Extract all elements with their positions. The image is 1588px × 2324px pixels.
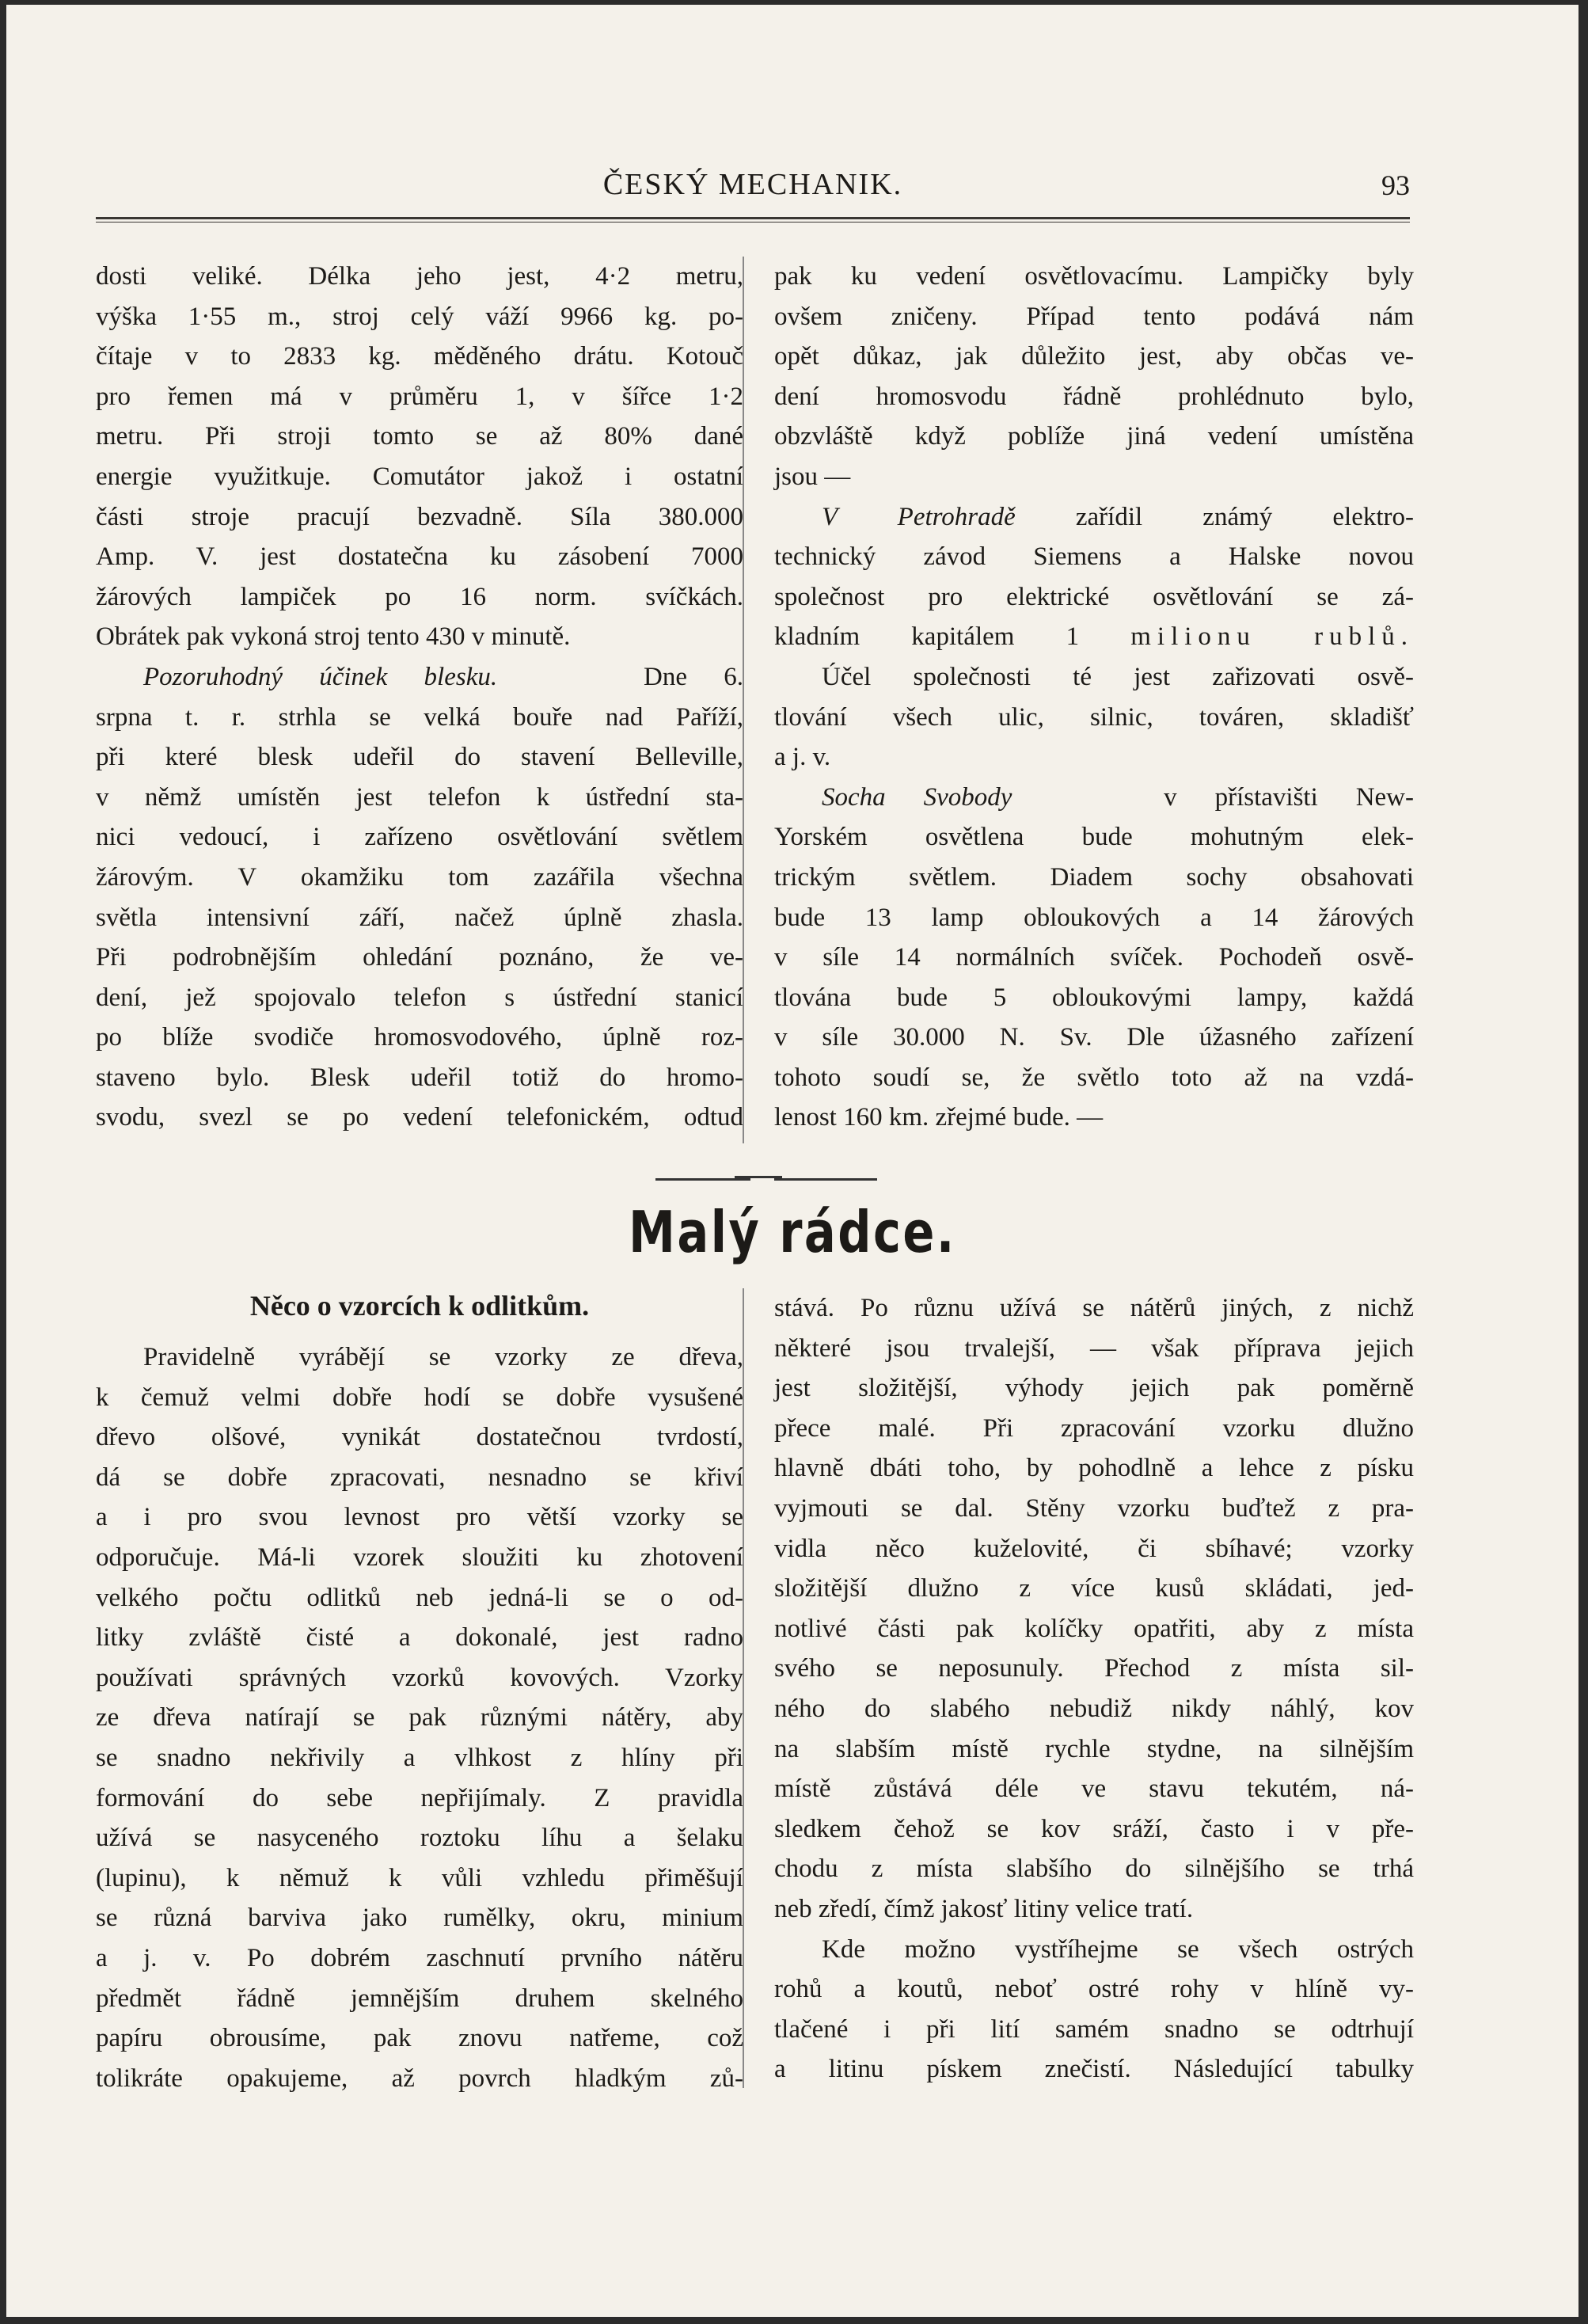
- text-line: svodu, svezl se po vedení telefonickém, odtud: [96, 1103, 743, 1132]
- text-line: formování do sebe nepřijímaly. Z pravidla: [96, 1783, 743, 1812]
- text-line: Pravidelně vyrábějí se vzorky ze dřeva,: [143, 1343, 743, 1371]
- text-line: pak ku vedení osvětlovacímu. Lampičky byly: [774, 262, 1414, 291]
- text-line: Amp. V. jest dostatečna ku zásobení 7000: [96, 542, 743, 572]
- text-fragment: v přístavišti New-: [1164, 782, 1414, 812]
- text-line: na slabším místě rychle stydne, na silnějším: [774, 1734, 1414, 1763]
- paragraph-start-line: [774, 497, 1414, 538]
- text-line: se různá barviva jako rumělky, okru, minium: [96, 1904, 743, 1933]
- text-line: srpna t. r. strhla se velká bouře nad Paříží,: [96, 702, 743, 732]
- text-line: sledkem čehož se kov sráží, často i v pře-: [774, 1814, 1414, 1843]
- text-line: Kde možno vystříhejme se všech ostrých: [822, 1934, 1414, 1964]
- text-line: metru. Při stroji tomto se až 80% dané: [96, 422, 743, 451]
- text-line: trickým světlem. Diadem sochy obsahovati: [774, 862, 1414, 892]
- text-line: rohů a koutů, neboť ostré rohy v hlíně vy-: [774, 1975, 1414, 2004]
- page-sheet: [6, 5, 1579, 2317]
- text-line: a j. v. Po dobrém zaschnutí prvního nátěru: [96, 1943, 743, 1972]
- text-line: výška 1·55 m., stroj celý váží 9966 kg. po-: [96, 302, 743, 331]
- column-divider: [743, 257, 744, 1143]
- place-name: V Petrohradě: [822, 502, 1016, 531]
- text-line: světla intensivní září, načež úplně zhasla.: [96, 903, 743, 932]
- text-line: Účel společnosti té jest zařizovati osvě-: [822, 662, 1414, 691]
- text-line: notlivé části pak kolíčky opatřiti, aby z místa: [774, 1614, 1414, 1643]
- text-line: žárovým. V okamžiku tom zazářila všechna: [96, 862, 743, 892]
- text-line: se snadno nekřivily a vlhkost z hlíny při: [96, 1743, 743, 1772]
- page-number: 93: [1381, 169, 1410, 201]
- column-bottom-right: [774, 1288, 1414, 2090]
- text-line: Obrátek pak vykoná stroj tento 430 v minutě.: [96, 622, 571, 652]
- text-line: přece malé. Při zpracování vzorku dlužno: [774, 1413, 1414, 1443]
- text-line: vidla něco kuželovité, či sbíhavé; vzorky: [774, 1534, 1414, 1563]
- text-line: jsou —: [774, 462, 851, 491]
- text-line: a j. v.: [774, 743, 831, 772]
- text-line: dá se dobře zpracovati, nesnadno se křiví: [96, 1462, 743, 1492]
- text-line: tolikráte opakujeme, až povrch hladkým zů-: [96, 2063, 743, 2093]
- text-line: tohoto soudí se, že světlo toto až na vzdá-: [774, 1063, 1414, 1092]
- text-line: energie využitkuje. Comutátor jakož i ostatní: [96, 462, 743, 491]
- text-line: staveno bylo. Blesk udeřil totiž do hromo-: [96, 1063, 743, 1092]
- column-top-left: [96, 257, 743, 1138]
- text-line: a litinu pískem znečistí. Následující tabulky: [774, 2055, 1414, 2084]
- text-line: tlována bude 5 obloukovými lampy, každá: [774, 983, 1414, 1012]
- text-line: v síle 14 normálních svíček. Pochodeň osvě-: [774, 943, 1414, 972]
- text-line: dení hromosvodu řádně prohlédnuto bylo,: [774, 382, 1414, 411]
- article-title: Socha Svobody: [822, 782, 1012, 812]
- text-line: neb zředí, čímž jakosť litiny velice tratí.: [774, 1894, 1194, 1923]
- text-line: žárových lampiček po 16 norm. svíčkách.: [96, 582, 743, 611]
- text-line: litky zvláště čisté a dokonalé, jest radno: [96, 1623, 743, 1653]
- text-line: odporučuje. Má-li vzorek sloužiti ku zhotovení: [96, 1542, 743, 1572]
- text-line: části stroje pracují bezvadně. Síla 380.000: [96, 502, 743, 531]
- text-line: ze dřeva natírají se pak různými nátěry, aby: [96, 1703, 743, 1733]
- text-line: složitější dlužno z více kusů skládati, jed-: [774, 1574, 1414, 1603]
- text-line: místě zůstává déle ve stavu tekutém, ná-: [774, 1774, 1414, 1804]
- text-line: stává. Po různu užívá se nátěrů jiných, z nichž: [774, 1294, 1414, 1322]
- column-divider: [743, 1288, 744, 2088]
- text-line: Při podrobnějším ohledání poznáno, že ve-: [96, 943, 743, 972]
- text-line: ného do slabého nebudiž nikdy náhlý, kov: [774, 1694, 1414, 1723]
- text-line: obzvláště když poblíže jiná vedení umístěna: [774, 422, 1414, 451]
- text-line: lenost 160 km. zřejmé bude. —: [774, 1103, 1104, 1132]
- text-line: při které blesk udeřil do stavení Belleville,: [96, 743, 743, 772]
- text-line: pro řemen má v průměru 1, v šířce 1·2: [96, 382, 743, 411]
- text-line: ovšem zničeny. Případ tento podává nám: [774, 302, 1414, 331]
- article-title: Pozoruhodný účinek blesku.: [143, 662, 498, 691]
- page-header: [96, 167, 1410, 215]
- text-line: společnost pro elektrické osvětlování se zá-: [774, 582, 1414, 611]
- text-line: po blíže svodiče hromosvodového, úplně roz-: [96, 1023, 743, 1052]
- header-rule: [96, 217, 1410, 223]
- text-line: v síle 30.000 N. Sv. Dle úžasného zařízení: [774, 1023, 1414, 1052]
- text-line: jest složitější, výhody jejich pak poměrně: [774, 1374, 1414, 1403]
- text-line: hlavně dbáti toho, by pohodlně a lehce z písku: [774, 1454, 1414, 1483]
- spaced-emphasis: milionu rublů.: [1130, 622, 1414, 652]
- text-line: Yorském osvětlena bude mohutným elek-: [774, 823, 1414, 852]
- paragraph-start-line: [96, 657, 743, 698]
- text-line: používati správných vzorků kovových. Vzorky: [96, 1663, 743, 1692]
- text-line: papíru obrousíme, pak znovu natřeme, což: [96, 2024, 743, 2053]
- running-title: ČESKÝ MECHANIK.: [602, 168, 903, 201]
- capital-line: [774, 617, 1414, 657]
- text-fragment: kladním kapitálem 1: [774, 622, 1080, 652]
- text-line: a i pro svou levnost pro větší vzorky se: [96, 1503, 743, 1532]
- paragraph-start-line: [774, 778, 1414, 818]
- text-line: technický závod Siemens a Halske novou: [774, 542, 1414, 572]
- text-line: dřevo olšové, vynikát dostatečnou tvrdostí,: [96, 1423, 743, 1452]
- text-line: předmět řádně jemnějším druhem skelného: [96, 1984, 743, 2013]
- text-line: užívá se nasyceného roztoku líhu a šelaku: [96, 1824, 743, 1853]
- article-heading: Něco o vzorcích k odlitkům.: [249, 1290, 590, 1322]
- text-line: čítaje v to 2833 kg. měděného drátu. Kotouč: [96, 342, 743, 371]
- section-separator: [655, 1178, 877, 1183]
- text-line: vyjmouti se dal. Stěny vzorku buďtež z pra-: [774, 1493, 1414, 1523]
- text-line: tlačené i při lití samém snadno se odtrhují: [774, 2014, 1414, 2044]
- text-line: opět důkaz, jak důležito jest, aby občas ve-: [774, 342, 1414, 371]
- text-line: tlování všech ulic, silnic, továren, skladišť: [774, 702, 1414, 732]
- text-fragment: Dne 6.: [644, 662, 744, 691]
- text-line: k čemuž velmi dobře hodí se dobře vysušené: [96, 1383, 743, 1412]
- text-line: v němž umístěn jest telefon k ústřední sta-: [96, 782, 743, 812]
- text-line: některé jsou trvalejší, — však příprava jejich: [774, 1333, 1414, 1363]
- text-line: svého se neposunuly. Přechod z místa sil-: [774, 1654, 1414, 1683]
- column-bottom-left: [96, 1337, 743, 2098]
- text-line: nici vedoucí, i zařízeno osvětlování světlem: [96, 823, 743, 852]
- text-line: (lupinu), k němuž k vůli vzhledu přiměšují: [96, 1863, 743, 1892]
- column-top-right: [774, 257, 1414, 1138]
- text-line: chodu z místa slabšího do silnějšího se trhá: [774, 1854, 1414, 1884]
- text-fragment: zařídil známý elektro-: [1075, 502, 1414, 531]
- section-title: Malý rádce.: [629, 1199, 956, 1265]
- text-line: dosti veliké. Délka jeho jest, 4·2 metru,: [96, 262, 743, 291]
- text-line: bude 13 lamp obloukových a 14 žárových: [774, 903, 1414, 932]
- text-line: velkého počtu odlitků neb jedná-li se o od-: [96, 1583, 743, 1612]
- text-line: dení, jež spojovalo telefon s ústřední stanicí: [96, 983, 743, 1012]
